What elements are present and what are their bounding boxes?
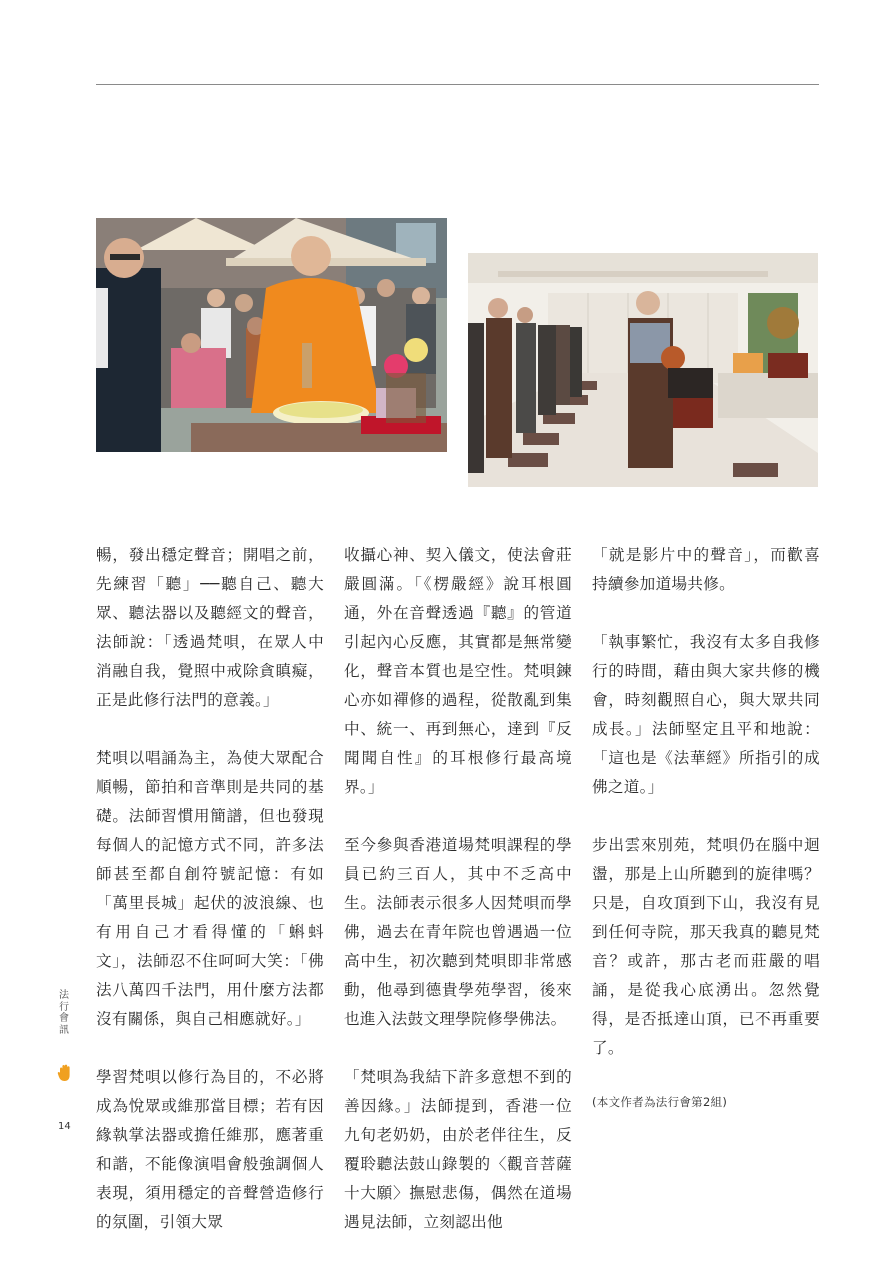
- paragraph: 步出雲來別苑，梵唄仍在腦中迴盪，那是上山所聽到的旋律嗎？只是，自攻頂到下山，我沒有見到任何寺院，那天我真的聽見梵音？或許，那古老而莊嚴的唱誦，是從我心底湧出。忽然覺得，是否抵達山頂，已不再重要了。: [592, 836, 820, 1057]
- publication-mark-char: 行: [59, 1001, 69, 1013]
- article-column-2: [344, 541, 572, 1237]
- article-column-3: [592, 541, 820, 1112]
- paragraph: 暢，發出穩定聲音；開唱之前，先練習「聽」──聽自己、聽大眾、聽法器以及聽經文的聲音，法師說：「透過梵唄，在眾人中消融自我，覺照中戒除貪瞋癡，正是此修行法門的意義。」: [96, 546, 324, 709]
- photo-hall: [468, 253, 818, 487]
- paragraph: 至今參與香港道場梵唄課程的學員已約三百人，其中不乏高中生。法師表示很多人因梵唄而學佛，過去在青年院也曾遇過一位高中生，初次聽到梵唄即非常感動，他尋到德貴學苑學習，後來也進入法鼓文理學院修學佛法。: [344, 836, 572, 1028]
- hand-icon: [57, 1064, 73, 1082]
- page-number: 14: [58, 1121, 71, 1132]
- publication-mark: [57, 990, 71, 1036]
- paragraph: 「執事繁忙，我沒有太多自我修行的時間，藉由與大家共修的機會，時刻觀照自心，與大眾共同成長。」法師堅定且平和地說：「這也是《法華經》所指引的成佛之道。」: [592, 633, 820, 796]
- photo-ceremony: [96, 218, 447, 452]
- paragraph: 「就是影片中的聲音」，而歡喜持續參加道場共修。: [592, 546, 820, 593]
- paragraph: 收攝心神、契入儀文，使法會莊嚴圓滿。「《楞嚴經》說耳根圓通，外在音聲透過『聽』的管道引起內心反應，其實都是無常變化，聲音本質也是空性。梵唄鍊心亦如禪修的過程，從散亂到集中、統一、再到無心，達到『反聞聞自性』的耳根修行最高境界。」: [344, 546, 572, 796]
- paragraph: 「梵唄為我結下許多意想不到的善因緣。」法師提到，香港一位九旬老奶奶，由於老伴往生，反覆聆聽法鼓山錄製的〈觀音菩薩十大願〉撫慰悲傷，偶然在道場遇見法師，立刻認出他: [344, 1068, 572, 1231]
- publication-mark-char: 訊: [59, 1024, 69, 1036]
- article-column-1: [96, 541, 324, 1237]
- header-rule: [96, 84, 819, 85]
- author-note: (本文作者為法行會第2組): [592, 1095, 728, 1109]
- publication-mark-char: 法: [59, 990, 69, 1001]
- paragraph: 學習梵唄以修行為目的，不必將成為悅眾或維那當目標；若有因緣執掌法器或擔任維那，應著重和諧，不能像演唱會般強調個人表現，須用穩定的音聲營造修行的氛圍，引領大眾: [96, 1068, 324, 1231]
- publication-mark-char: 會: [59, 1013, 69, 1024]
- paragraph: 梵唄以唱誦為主，為使大眾配合順暢，節拍和音準則是共同的基礎。法師習慣用簡譜，但也發現每個人的記憶方式不同，許多法師甚至都自創符號記憶：有如「萬里長城」起伏的波浪線、也有用自己才看得懂的「蝌蚪文」，法師忍不住呵呵大笑：「佛法八萬四千法門，用什麼方法都沒有關係，與自己相應就好。」: [96, 749, 324, 1028]
